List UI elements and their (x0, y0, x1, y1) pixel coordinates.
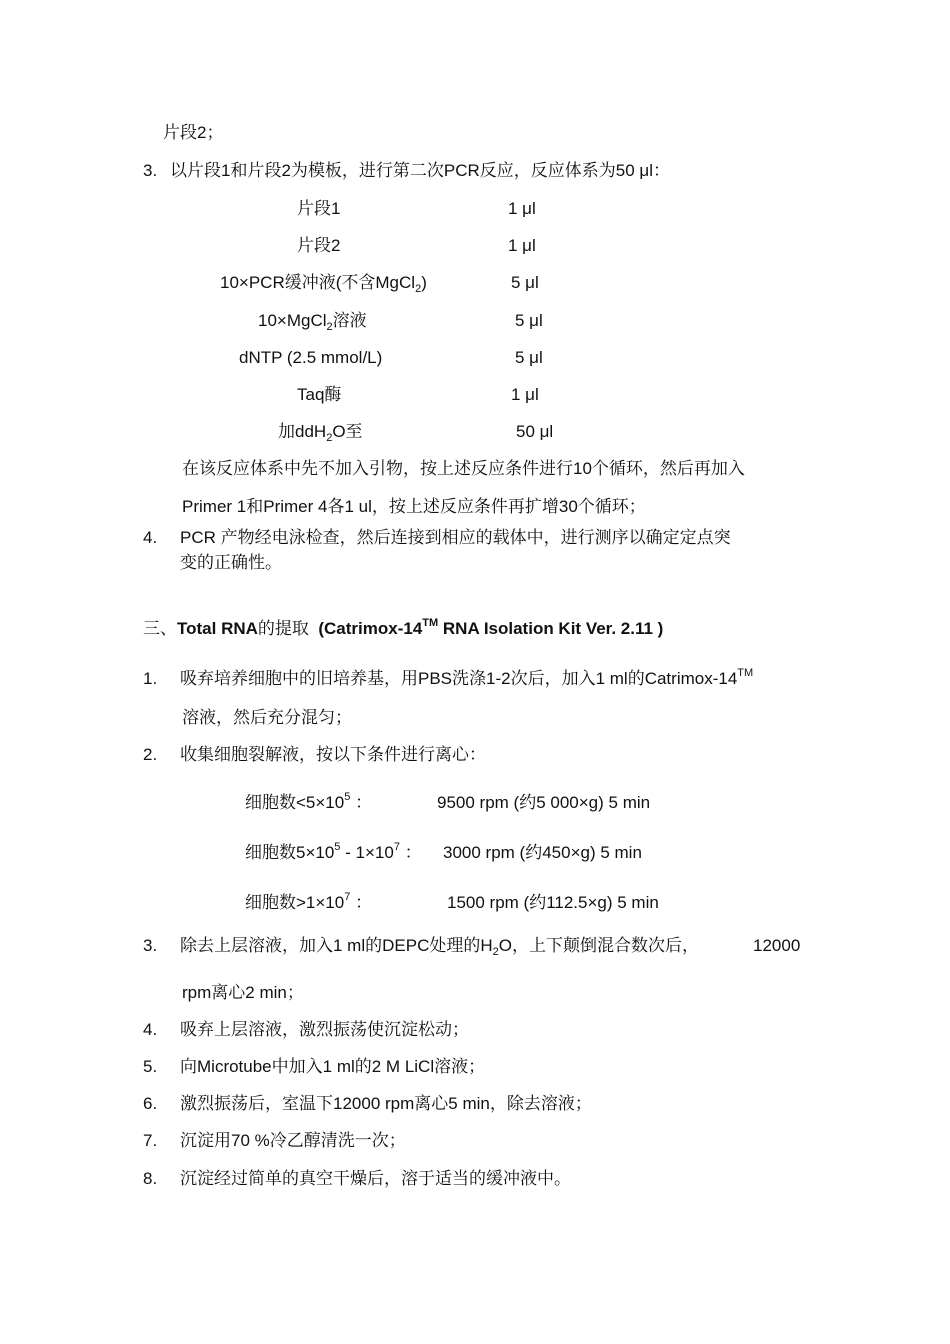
volume-taq: 1 μl (511, 385, 539, 404)
reagent-dntp: dNTP (2.5 mmol/L) (239, 348, 383, 367)
rna-step-8-number: 8. (143, 1169, 158, 1188)
rna-step-4-number: 4. (143, 1020, 158, 1039)
reagent-fragment1: 片段1 (297, 199, 341, 218)
rna-step-3-line1-end: 12000 (753, 936, 801, 955)
condition-1-value: 9500 rpm (约5 000×g) 5 min (437, 793, 651, 812)
section-3-heading: 三、Total RNA的提取 (Catrimox-14™ RNA Isolation Kit Ver. 2.11 ) (143, 617, 664, 638)
step-4-number: 4. (143, 528, 158, 547)
reagent-ddh2o: 加ddH$_2$O至 (278, 422, 363, 444)
condition-2-value: 3000 rpm (约450×g) 5 min (443, 843, 642, 862)
reagent-taq: Taq酶 (297, 385, 342, 404)
rna-step-5-text: 向Microtube中加入1 ml的2 M LiCl溶液； (180, 1057, 486, 1076)
volume-ddh2o: 50 μl (516, 422, 554, 441)
rna-step-1-number: 1. (143, 669, 158, 688)
rna-step-1-line2: 溶液，然后充分混匀； (182, 708, 352, 727)
rna-step-4-text: 吸弃上层溶液，激烈振荡使沉淀松动； (180, 1020, 469, 1039)
rna-step-3-line1: 除去上层溶液，加入1 ml的DEPC处理的$H_2O$，上下颠倒混合数次后， (180, 936, 699, 958)
rna-step-2-text: 收集细胞裂解液，按以下条件进行离心： (180, 745, 486, 764)
volume-fragment1: 1 μl (508, 199, 536, 218)
reagent-pcr-buffer: 10×PCR缓冲液(不含MgCl$_2$) (220, 273, 427, 295)
rna-step-1-line1: 吸弃培养细胞中的旧培养基，用PBS洗涤1-2次后，加入1 ml的Catrimox-14™ (180, 667, 754, 688)
rna-step-6-text: 激烈振荡后，室温下12000 rpm离心5 min，除去溶液； (180, 1094, 592, 1113)
condition-3-value: 1500 rpm (约112.5×g) 5 min (447, 893, 659, 912)
rna-step-8-text: 沉淀经过简单的真空干燥后，溶于适当的缓冲液中。 (180, 1169, 571, 1188)
rna-step-7-number: 7. (143, 1131, 158, 1150)
rna-step-2-number: 2. (143, 745, 158, 764)
volume-fragment2: 1 μl (508, 236, 536, 255)
condition-1-label: 细胞数$<5\times 10^5$ ： (245, 791, 373, 812)
volume-pcr-buffer: 5 μl (511, 273, 539, 292)
rna-step-5-number: 5. (143, 1057, 158, 1076)
step-3-text: 以片段1和片段2为模板，进行第二次PCR反应，反应体系为50 μl： (170, 161, 671, 180)
step-4-line1: PCR 产物经电泳检查，然后连接到相应的载体中，进行测序以确定定点突 (180, 528, 731, 547)
step-4-line2: 变的正确性。 (180, 553, 282, 572)
cycle-paragraph-line1: 在该反应体系中先不加入引物，按上述反应条件进行10个循环，然后再加入 (182, 459, 745, 478)
step-3-number: 3. (143, 161, 158, 180)
fragment2-line: 片段2； (163, 123, 224, 142)
volume-dntp: 5 μl (515, 348, 543, 367)
rna-step-3-number: 3. (143, 936, 158, 955)
rna-step-7-text: 沉淀用70 %冷乙醇清洗一次； (180, 1131, 406, 1150)
rna-step-6-number: 6. (143, 1094, 158, 1113)
reagent-fragment2: 片段2 (297, 236, 341, 255)
cycle-paragraph-line2: Primer 1和Primer 4各1 ul，按上述反应条件再扩增30个循环； (182, 497, 646, 516)
reagent-mgcl2: 10×MgCl$_2$溶液 (258, 311, 367, 333)
condition-3-label: 细胞数$>1\times 10^7$ ： (245, 891, 373, 912)
rna-step-3-line2: rpm离心2 min； (182, 983, 304, 1002)
volume-mgcl2: 5 μl (515, 311, 543, 330)
condition-2-label: 细胞数$5\times 10^5 - 1\times 10^7$ ： (245, 841, 422, 862)
